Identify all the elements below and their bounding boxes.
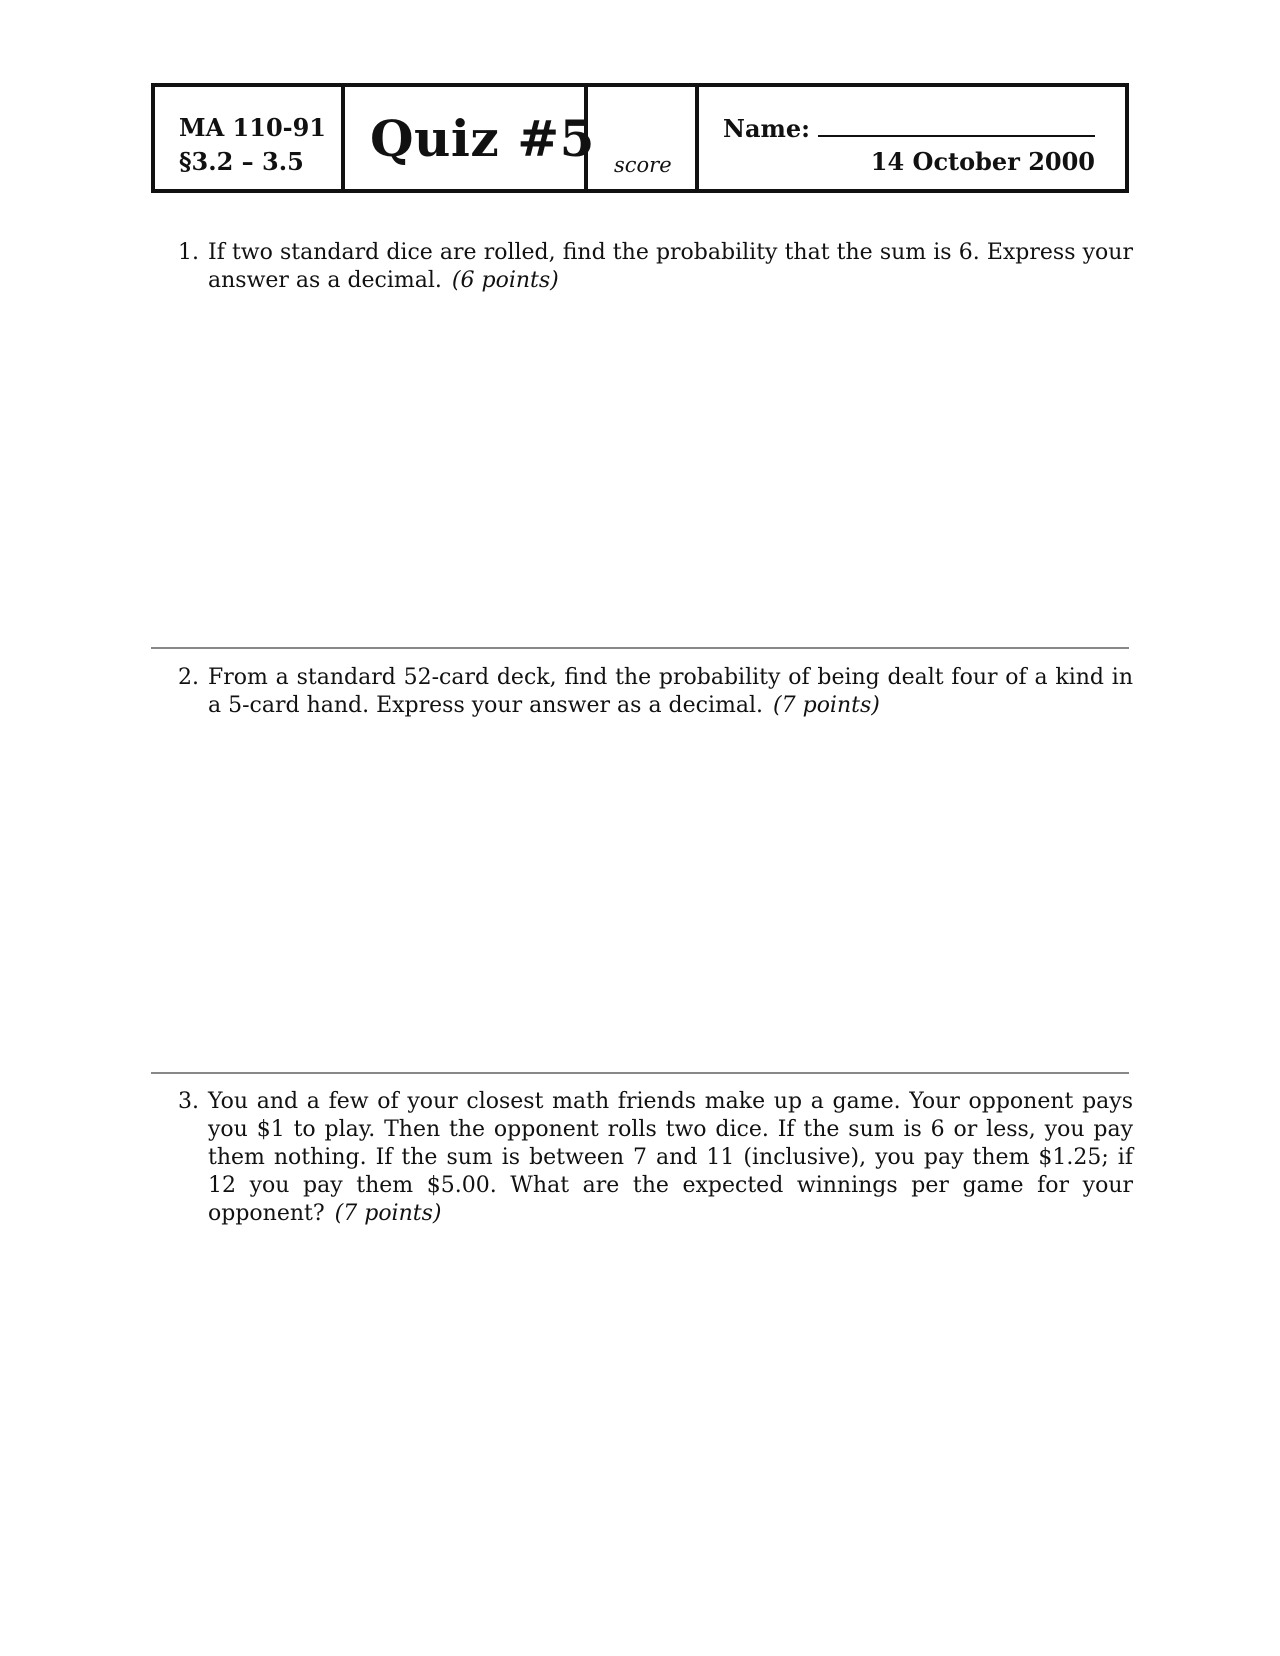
course-info-cell <box>155 87 341 189</box>
question-2 <box>178 664 1133 720</box>
question-number: 3. <box>178 1089 199 1114</box>
question-body <box>208 1088 1133 1228</box>
name-blank-line[interactable] <box>818 113 1095 137</box>
answer-space-divider <box>151 1072 1129 1074</box>
question-text: From a standard 52-card deck, find the probability of being dealt four of a kind in a 5-card hand. Express your answer as a decimal. <box>208 665 1133 718</box>
score-cell <box>584 87 695 189</box>
question-points: (7 points) <box>334 1201 442 1226</box>
score-label: score <box>614 153 672 177</box>
name-row <box>723 113 1095 143</box>
quiz-header <box>151 83 1129 193</box>
question-points: (6 points) <box>451 268 559 293</box>
question-text: You and a few of your closest math friends make up a game. Your opponent pays you $1 to play. Then the opponent rolls two dice. If the sum is 6 or less, you pay them nothing. If the sum is between 7 and 11 (inclusive), you pay them $1.25; if 12 you pay them $5.00. What are the expected winnings per game for your opponent? <box>208 1089 1133 1226</box>
course-sections: §3.2 – 3.5 <box>179 147 304 176</box>
quiz-title: Quiz #5 <box>370 109 595 168</box>
question-number: 2. <box>178 665 199 690</box>
question-1 <box>178 239 1133 295</box>
question-number: 1. <box>178 240 199 265</box>
question-text: If two standard dice are rolled, find the probability that the sum is 6. Express your answer as a decimal. <box>208 240 1133 293</box>
title-cell <box>341 87 595 189</box>
question-body <box>208 239 1133 295</box>
question-3 <box>178 1088 1133 1228</box>
name-date-cell <box>695 87 1125 189</box>
answer-space-divider <box>151 647 1129 649</box>
quiz-date: 14 October 2000 <box>870 147 1095 176</box>
question-points: (7 points) <box>773 693 880 718</box>
course-code: MA 110-91 <box>179 113 326 142</box>
name-label: Name: <box>723 114 811 143</box>
question-body <box>208 664 1133 720</box>
